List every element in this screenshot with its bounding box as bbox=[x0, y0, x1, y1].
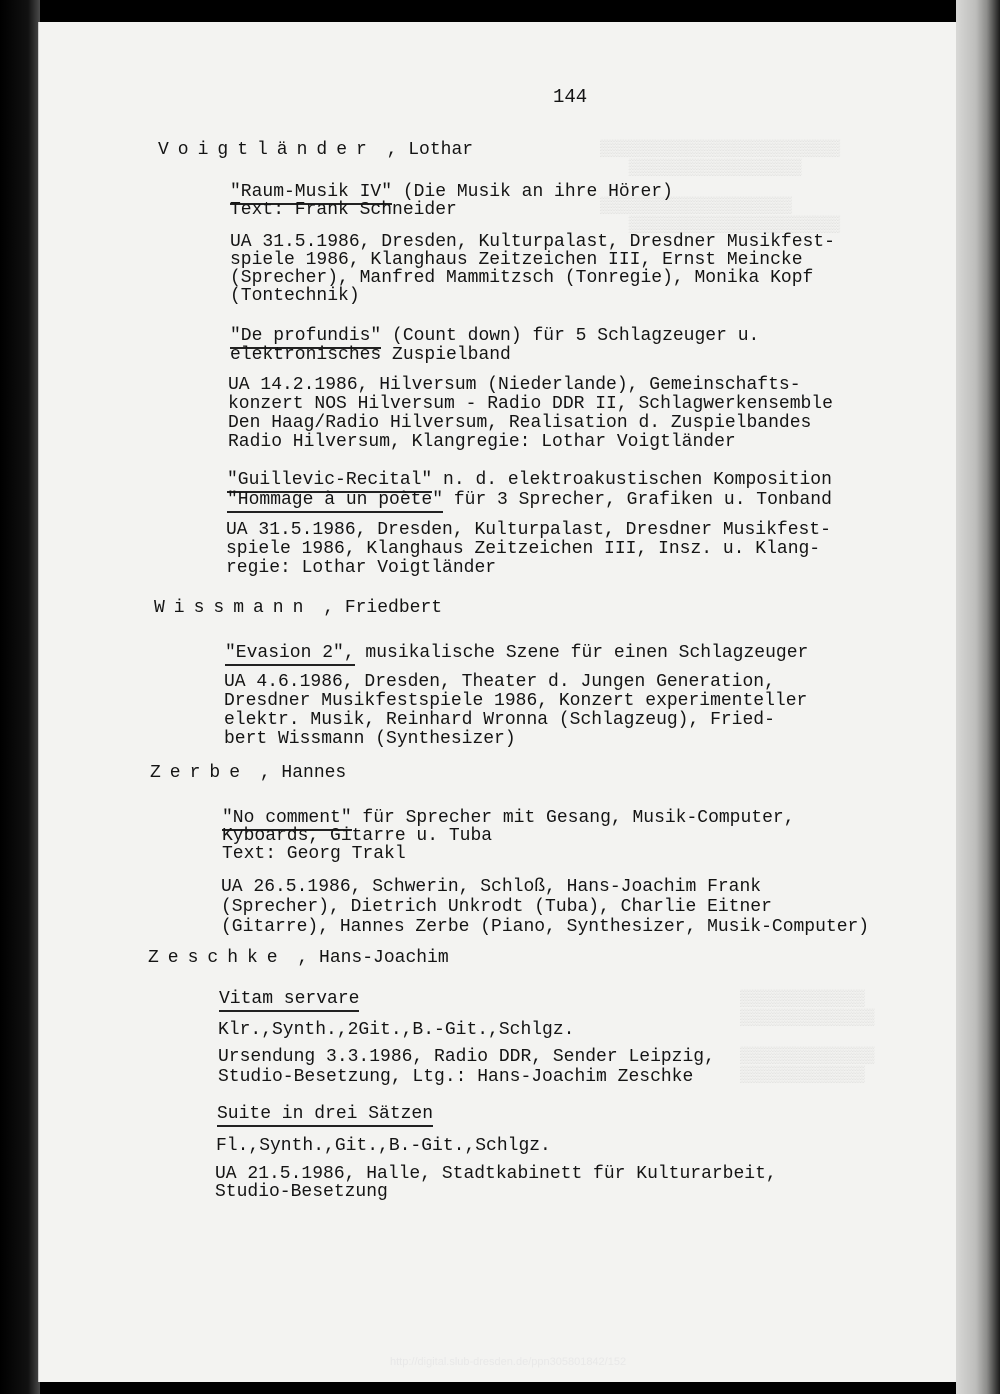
bleed-through-texture: ▒▒▒▒▒▒▒▒▒▒▒▒▒▒▒▒▒▒▒▒▒▒▒▒▒ ▒▒▒▒▒▒▒▒▒▒▒▒▒▒▒▒▒▒ ▒▒▒▒▒▒▒▒▒▒▒▒▒▒▒▒▒▒▒▒ ▒▒▒▒▒▒▒▒▒▒▒▒▒▒▒▒▒▒▒▒▒▒ bbox=[600, 140, 841, 234]
source-url: http://digital.slub-dresden.de/ppn305801842/152 bbox=[390, 1356, 627, 1368]
premiere-line: UA 4.6.1986, Dresden, Theater d. Jungen Generation, bbox=[224, 672, 775, 692]
work-title: "De profundis" bbox=[230, 326, 381, 349]
premiere-line: regie: Lothar Voigtländer bbox=[226, 558, 497, 578]
premiere-line: (Sprecher), Manfred Mammitzsch (Tonregie), Monika Kopf bbox=[230, 268, 814, 288]
composer-surname: Wissmann bbox=[154, 598, 313, 618]
premiere-line: Dresdner Musikfestspiele 1986, Konzert experimenteller bbox=[224, 691, 808, 711]
composer-heading: Voigtländer , Lothar bbox=[158, 140, 474, 160]
composer-given-name: Lothar bbox=[408, 140, 474, 160]
work-title-line bbox=[227, 491, 832, 509]
composer-surname: Voigtländer bbox=[158, 140, 376, 160]
work-instrumentation: Fl.,Synth.,Git.,B.-Git.,Schlgz. bbox=[216, 1136, 551, 1156]
composer-given-name: Hannes bbox=[281, 763, 347, 783]
premiere-line: UA 31.5.1986, Dresden, Kulturpalast, Dresdner Musikfest- bbox=[226, 520, 831, 540]
premiere-line: Studio-Besetzung, Ltg.: Hans-Joachim Zeschke bbox=[218, 1067, 694, 1087]
composer-heading: Wissmann , Friedbert bbox=[154, 598, 443, 618]
premiere-line: spiele 1986, Klanghaus Zeitzeichen III, Ernst Meincke bbox=[230, 250, 803, 270]
premiere-line: UA 31.5.1986, Dresden, Kulturpalast, Dresdner Musikfest- bbox=[230, 232, 835, 252]
work-title-line bbox=[219, 990, 359, 1008]
work-subtitle: (Count down) für 5 Schlagzeuger u. bbox=[381, 326, 760, 346]
work-subtitle: musikalische Szene für einen Schlagzeuger bbox=[354, 643, 809, 663]
work-title: Suite in drei Sätzen bbox=[217, 1104, 433, 1127]
composer-surname: Zerbe bbox=[150, 763, 250, 783]
scan-left-shadow bbox=[0, 0, 40, 1394]
work-title: Vitam servare bbox=[219, 989, 359, 1012]
work-detail: Kyboards, Gitarre u. Tuba bbox=[222, 826, 493, 846]
premiere-line: konzert NOS Hilversum - Radio DDR II, Schlagwerkensemble bbox=[228, 394, 833, 414]
premiere-line: (Sprecher), Dietrich Unkrodt (Tuba), Charlie Eitner bbox=[221, 897, 772, 917]
work-detail: Text: Georg Trakl bbox=[222, 844, 406, 864]
premiere-line: (Gitarre), Hannes Zerbe (Piano, Synthesizer, Musik-Computer) bbox=[221, 917, 870, 937]
composer-given-name: Hans-Joachim bbox=[319, 948, 449, 968]
premiere-line: UA 21.5.1986, Halle, Stadtkabinett für Kulturarbeit, bbox=[215, 1164, 777, 1184]
page-number: 144 bbox=[553, 86, 588, 108]
work-detail: elektronisches Zuspielband bbox=[230, 345, 511, 365]
premiere-line: UA 14.2.1986, Hilversum (Niederlande), Gemeinschafts- bbox=[228, 375, 801, 395]
work-detail: Text: Frank Schneider bbox=[230, 200, 457, 220]
work-title-line bbox=[230, 327, 759, 345]
work-subtitle: für 3 Sprecher, Grafiken u. Tonband bbox=[443, 490, 832, 510]
work-title: "Guillevic-Recital" bbox=[227, 470, 432, 493]
premiere-line: Studio-Besetzung bbox=[215, 1182, 388, 1202]
work-subtitle: für Sprecher mit Gesang, Musik-Computer, bbox=[351, 808, 795, 828]
work-title-line bbox=[217, 1105, 433, 1123]
premiere-line: (Tontechnik) bbox=[230, 286, 360, 306]
page-edge bbox=[956, 0, 1000, 1394]
composer-heading: Zerbe , Hannes bbox=[150, 763, 347, 783]
bleed-through-texture: ▒▒▒▒▒▒▒▒▒▒▒▒▒ ▒▒▒▒▒▒▒▒▒▒▒▒▒▒ ▒▒▒▒▒▒▒▒▒▒▒▒▒▒ ▒▒▒▒▒▒▒▒▒▒▒▒▒ bbox=[740, 990, 875, 1084]
work-title: "Evasion 2", bbox=[225, 643, 355, 666]
premiere-line: Radio Hilversum, Klangregie: Lothar Voigtländer bbox=[228, 432, 736, 452]
work-title-line bbox=[225, 644, 808, 662]
work-subtitle: n. d. elektroakustischen Komposition bbox=[432, 470, 832, 490]
composer-given-name: Friedbert bbox=[344, 598, 443, 618]
work-title-secondary: "Hommage à un poète" bbox=[227, 490, 443, 513]
composer-heading: Zeschke , Hans-Joachim bbox=[148, 948, 449, 968]
work-title: "No comment" bbox=[222, 808, 352, 831]
premiere-line: Ursendung 3.3.1986, Radio DDR, Sender Leipzig, bbox=[218, 1047, 715, 1067]
premiere-line: elektr. Musik, Reinhard Wronna (Schlagzeug), Fried- bbox=[224, 710, 775, 730]
work-title-line bbox=[230, 183, 673, 201]
premiere-line: UA 26.5.1986, Schwerin, Schloß, Hans-Joachim Frank bbox=[221, 877, 762, 897]
work-instrumentation: Klr.,Synth.,2Git.,B.-Git.,Schlgz. bbox=[218, 1020, 575, 1040]
premiere-line: bert Wissmann (Synthesizer) bbox=[224, 729, 516, 749]
premiere-line: spiele 1986, Klanghaus Zeitzeichen III, Insz. u. Klang- bbox=[226, 539, 821, 559]
premiere-line: Den Haag/Radio Hilversum, Realisation d. Zuspielbandes bbox=[228, 413, 812, 433]
work-title-line bbox=[227, 471, 832, 489]
composer-surname: Zeschke bbox=[148, 948, 287, 968]
work-title: "Raum-Musik IV" bbox=[230, 182, 392, 205]
work-subtitle: (Die Musik an ihre Hörer) bbox=[392, 182, 673, 202]
work-title-line bbox=[222, 809, 795, 827]
